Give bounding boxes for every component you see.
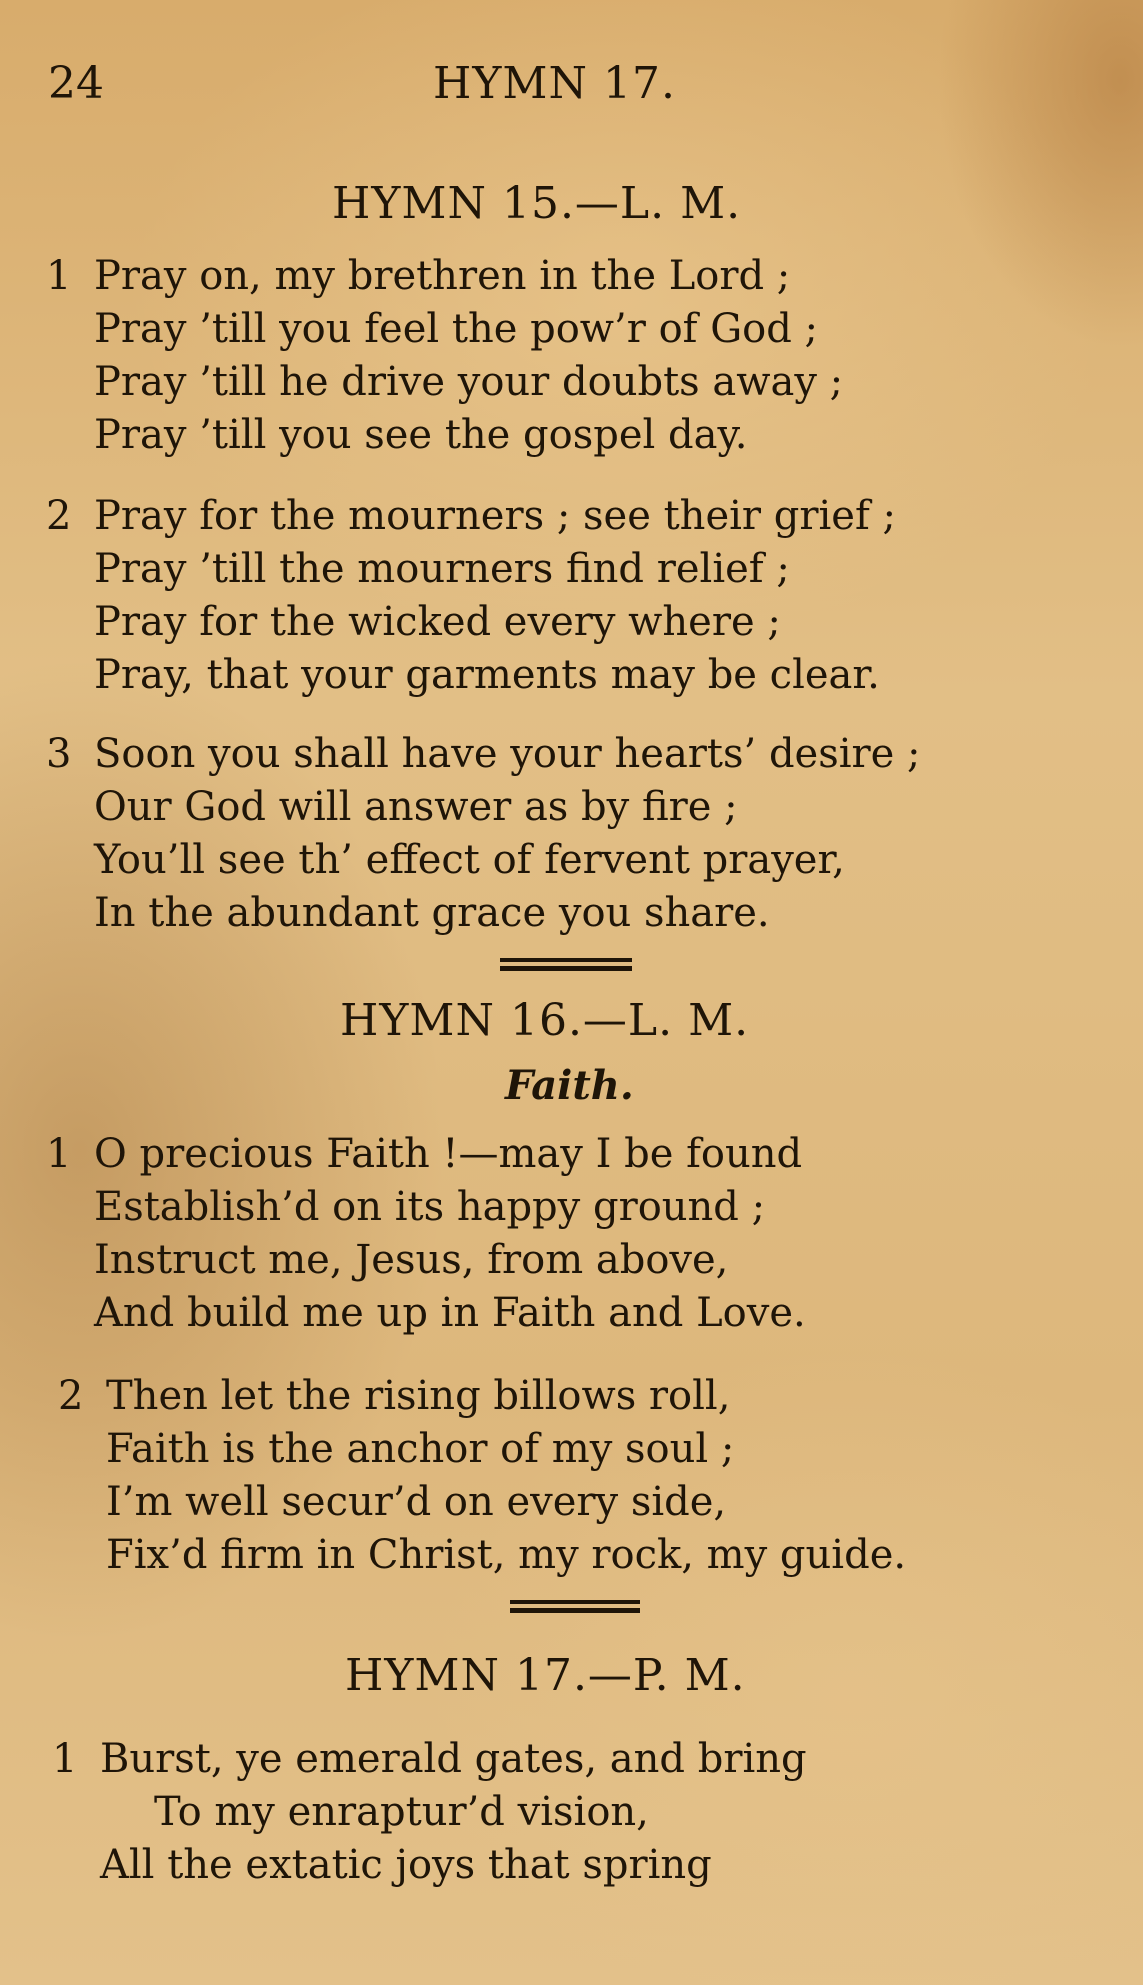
verse-line: All the extatic joys that spring <box>100 1842 712 1888</box>
verse-line: Pray ’till you see the gospel day. <box>94 412 748 458</box>
verse-line: I’m well secur’d on every side, <box>106 1479 727 1525</box>
verse-line: You’ll see th’ effect of fervent prayer, <box>94 837 845 883</box>
running-head: HYMN 17. <box>433 58 676 109</box>
hymn-16-subtitle: Faith. <box>505 1062 634 1109</box>
verse-line: Pray ’till he drive your doubts away ; <box>94 359 844 405</box>
verse-lines <box>94 250 843 462</box>
verse-line: Pray ’till the mourners find relief ; <box>94 546 790 592</box>
section-divider <box>500 958 632 972</box>
hymn-15-title: HYMN 15.—L. M. <box>332 178 742 229</box>
verse-line: Establish’d on its happy ground ; <box>94 1184 766 1230</box>
verse-lines <box>106 1370 906 1582</box>
verse-line: In the abundant grace you share. <box>94 890 770 936</box>
verse-line: And build me up in Faith and Love. <box>94 1290 806 1336</box>
verse-line: Soon you shall have your hearts’ desire ; <box>94 731 921 777</box>
verse-line: Pray for the wicked every where ; <box>94 599 781 645</box>
verse-line: O precious Faith !—may I be found <box>94 1131 803 1177</box>
verse-line: Burst, ye emerald gates, and bring <box>100 1736 807 1782</box>
verse-line: Our God will answer as by fire ; <box>94 784 738 830</box>
verse-lines <box>94 490 896 702</box>
verse-line: Faith is the anchor of my soul ; <box>106 1426 735 1472</box>
verse-lines <box>100 1733 807 1892</box>
verse-number: 1 <box>46 1131 72 1177</box>
verse-number: 2 <box>46 493 72 539</box>
verse-line: Then let the rising billows roll, <box>106 1373 731 1419</box>
hymn-16-title: HYMN 16.—L. M. <box>340 995 750 1046</box>
verse-line: Instruct me, Jesus, from above, <box>94 1237 729 1283</box>
verse-number: 2 <box>58 1373 84 1419</box>
verse-line: Pray for the mourners ; see their grief ; <box>94 493 896 539</box>
verse-lines <box>94 1128 806 1340</box>
section-divider <box>510 1600 640 1614</box>
verse-number: 1 <box>52 1736 78 1782</box>
verse-line: To my enraptur’d vision, <box>154 1789 649 1835</box>
verse-number: 3 <box>46 731 72 777</box>
verse-line: Pray on, my brethren in the Lord ; <box>94 253 791 299</box>
verse-line: Pray, that your garments may be clear. <box>94 652 880 698</box>
page-number: 24 <box>48 58 104 109</box>
verse-line: Fix’d firm in Christ, my rock, my guide. <box>106 1532 907 1578</box>
hymn-17-title: HYMN 17.—P. M. <box>345 1650 746 1701</box>
verse-lines <box>94 728 921 940</box>
verse-number: 1 <box>46 253 72 299</box>
verse-line: Pray ’till you feel the pow’r of God ; <box>94 306 819 352</box>
page-header <box>48 58 1048 118</box>
